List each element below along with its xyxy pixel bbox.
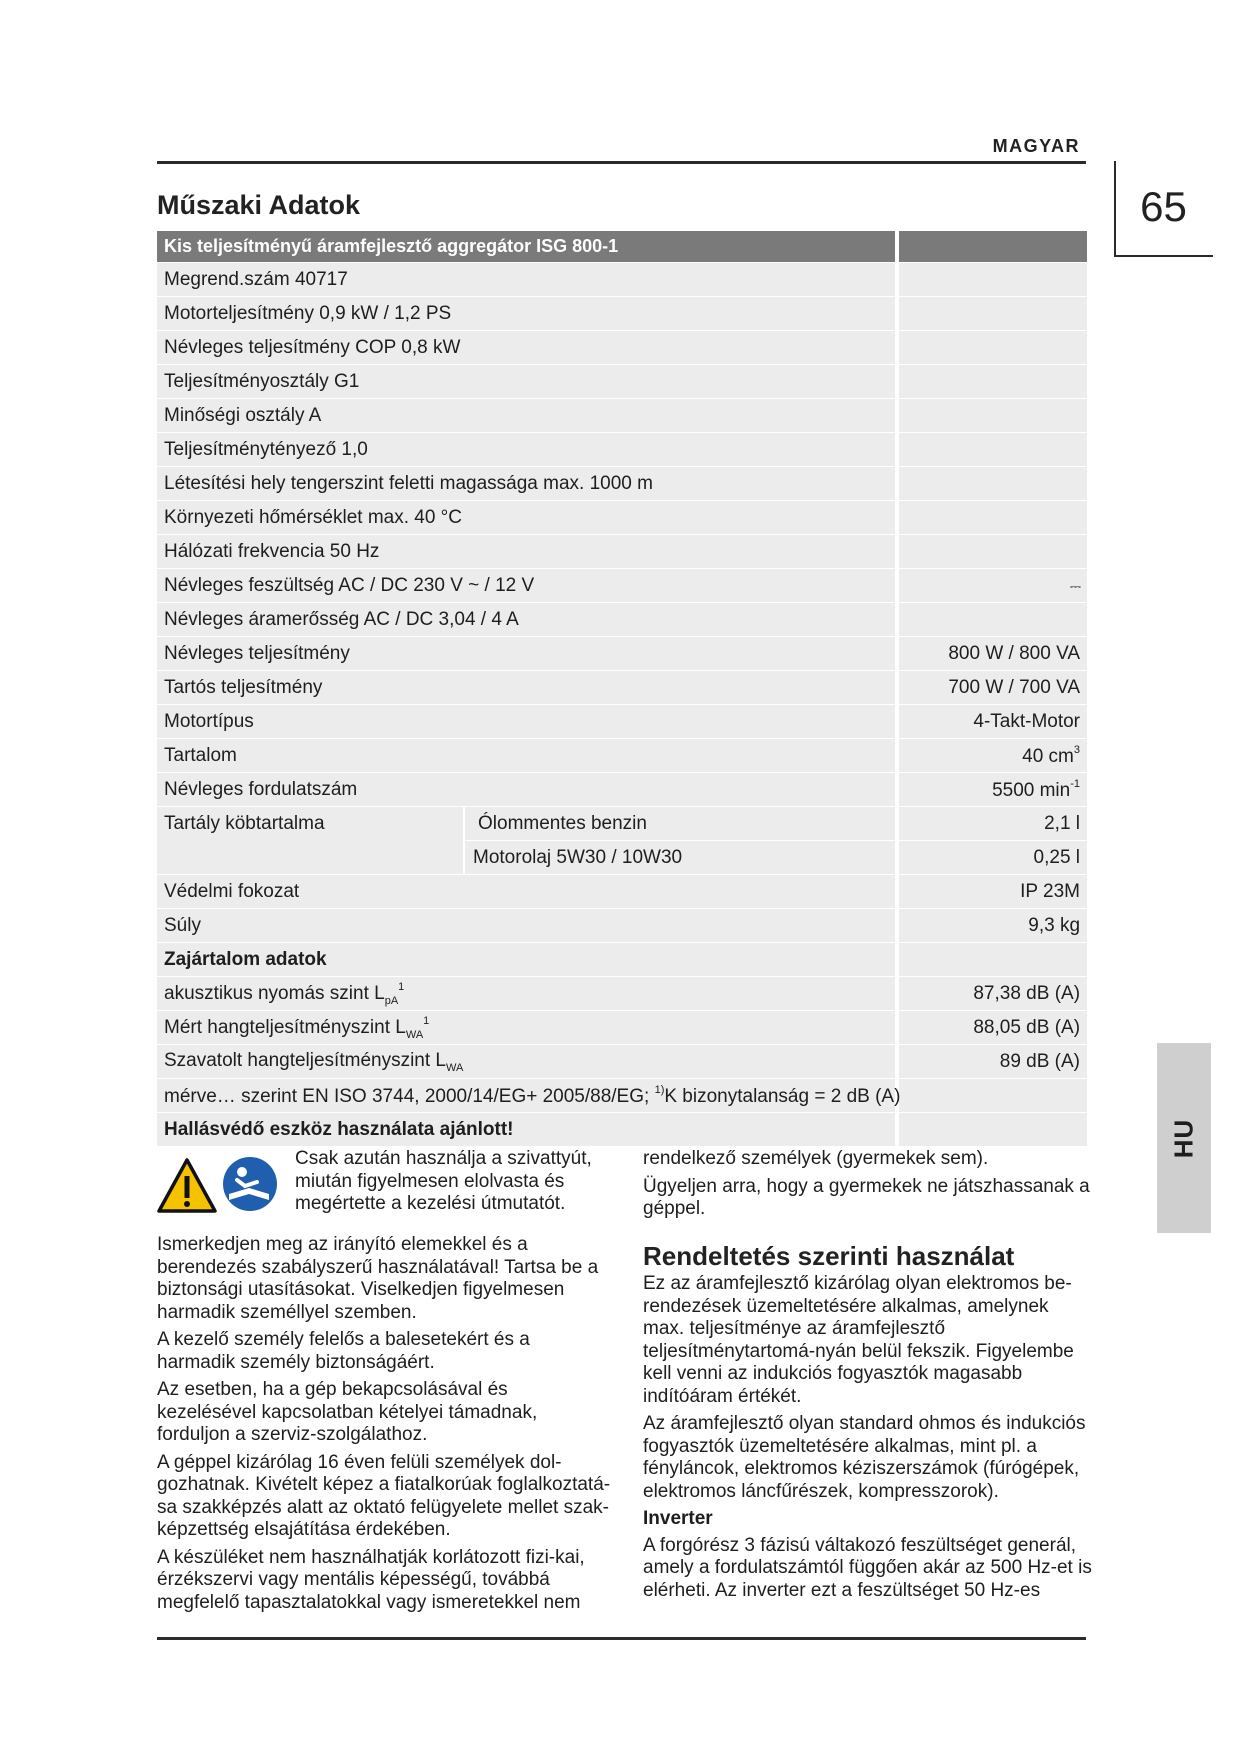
- table-row: [157, 909, 1087, 943]
- table-row: [157, 399, 1087, 433]
- language-label: MAGYAR: [992, 136, 1080, 156]
- fuel-value: 2,1 l: [895, 807, 1087, 841]
- side-tab-label: [1157, 1043, 1211, 1233]
- row-value: 89 dB (A): [895, 1045, 1087, 1079]
- row-value: [895, 501, 1087, 535]
- table-row: [157, 569, 1087, 603]
- row-label: Névleges fordulatszám: [157, 773, 895, 807]
- bottom-rule: [157, 1637, 1086, 1640]
- read-manual-icon: [223, 1157, 277, 1211]
- section-heading: Rendeltetés szerinti használat: [643, 1240, 1015, 1271]
- side-tab-text: HU: [1168, 1118, 1199, 1158]
- unit-superscript: 3: [1073, 743, 1081, 756]
- noise-heading: Zajártalom adatok: [157, 943, 895, 977]
- intro-text: Csak azután használja a szivattyút, miután figyelmesen elolvasta és megértette a kezelési útmutatót.: [295, 1148, 592, 1214]
- table-row: [157, 943, 1087, 977]
- row-label: Teljesítményosztály G1: [157, 365, 895, 399]
- spec-table-header: [157, 231, 1087, 263]
- fuel-label: Ólommentes benzin: [463, 807, 895, 841]
- table-row: [157, 1011, 1087, 1045]
- table-row: [157, 365, 1087, 399]
- spec-table: [157, 231, 1087, 1147]
- table-row: [157, 297, 1087, 331]
- table-row: [157, 637, 1087, 671]
- row-label: Motortípus: [157, 705, 895, 739]
- label-text: Szavatolt hangteljesítményszint L: [164, 1049, 446, 1071]
- page-number: 65: [1140, 183, 1187, 230]
- label-text: Mért hangteljesítményszint L: [164, 1016, 406, 1038]
- table-row: [157, 263, 1087, 297]
- table-row: [157, 977, 1087, 1011]
- table-row: [157, 705, 1087, 739]
- row-label: Névleges feszültség AC / DC 230 V ~ / 12 V: [157, 569, 895, 603]
- label-subscript: WA: [405, 1028, 424, 1041]
- dc-symbol-icon: [895, 569, 1087, 603]
- paragraph: rendelkező személyek (gyermekek sem).: [643, 1148, 989, 1169]
- intro-tail: Ismerkedjen meg az irányító elemekkel és a berendezés szabályszerű használatával! Tartsa be a biztonsági utasításokat. Viselkedjen figyelmesen harmadik személlyel szemben.: [157, 1234, 599, 1323]
- table-row: [157, 433, 1087, 467]
- row-value: [895, 297, 1087, 331]
- row-value: [895, 739, 1087, 773]
- paragraph: Ügyeljen arra, hogy a gyermekek ne játszhassanak a géppel.: [643, 1175, 1090, 1219]
- paragraph: A géppel kizárólag 16 éven felüli személyek dol-gozhatnak. Kivételt képez a fiatalkorúak foglalkoztatá-sa szakképzés alatt az oktató felügyelete mellet szak-képzettség elsajátítása érdekében.: [157, 1451, 611, 1540]
- spec-table-heading: Kis teljesítményű áramfejlesztő aggregátor ISG 800-1: [157, 231, 895, 263]
- label-text: akusztikus nyomás szint L: [164, 982, 385, 1004]
- row-value: IP 23M: [895, 875, 1087, 909]
- warning-and-manual-icons: [157, 1156, 287, 1216]
- row-value: [895, 399, 1087, 433]
- label-subscript: pA: [384, 994, 399, 1007]
- table-row: [157, 331, 1087, 365]
- page-title: Műszaki Adatok: [157, 190, 361, 220]
- right-column: [643, 1148, 1093, 1607]
- row-label: Környezeti hőmérséklet max. 40 °C: [157, 501, 895, 535]
- hearing-warning: Hallásvédő eszköz használata ajánlott!: [157, 1113, 895, 1147]
- language-side-tab: [1157, 1043, 1211, 1233]
- row-label: Súly: [157, 909, 895, 943]
- row-value: 800 W / 800 VA: [895, 637, 1087, 671]
- row-value: [895, 943, 1087, 977]
- row-label: Tartós teljesítmény: [157, 671, 895, 705]
- paragraph: Az áramfejlesztő olyan standard ohmos és indukciós fogyasztók üzemeltetésére alkalmas, mint pl. a fényláncok, elektromos kéziszerszámok (fúrógépek, elektromos láncfűrészek, kompresszorok).: [643, 1413, 1086, 1502]
- label-superscript: 1: [398, 980, 405, 993]
- left-column: [157, 1148, 612, 1619]
- row-label: Minőségi osztály A: [157, 399, 895, 433]
- row-value: 88,05 dB (A): [895, 1011, 1087, 1045]
- table-row: [157, 875, 1087, 909]
- dc-symbol: ⎓: [1069, 577, 1081, 594]
- measure-note: [157, 1079, 901, 1113]
- row-value: 87,38 dB (A): [895, 977, 1087, 1011]
- table-row: [157, 773, 1087, 807]
- row-value: [895, 331, 1087, 365]
- row-value: [895, 1113, 1087, 1147]
- label-superscript: 1: [423, 1014, 430, 1027]
- row-label: Névleges áramerősség AC / DC 3,04 / 4 A: [157, 603, 895, 637]
- paragraph: Ez az áramfejlesztő kizárólag olyan elektromos be-rendezések üzemeltetésére alkalmas, amelynek max. teljesítménye az áramfejlesztő teljesítménytartomá-nyán belül fekszik. Figyelembe kell venni az indukciós fogyasztók magasabb indítóáram értékét.: [643, 1273, 1074, 1407]
- row-label: Hálózati frekvencia 50 Hz: [157, 535, 895, 569]
- row-label: Létesítési hely tengerszint feletti magassága max. 1000 m: [157, 467, 895, 501]
- paragraph: A készüléket nem használhatják korlátozott fizi-kai, érzékszervi vagy mentális képességű, továbbá megfelelő tapasztalatokkal vagy ismeretekkel nem: [157, 1546, 585, 1613]
- row-value: [895, 433, 1087, 467]
- safety-icons: [157, 1156, 287, 1216]
- note-superscript: 1): [654, 1083, 665, 1096]
- table-row: [157, 1045, 1087, 1079]
- row-value: 9,3 kg: [895, 909, 1087, 943]
- paragraph: A forgórész 3 fázisú váltakozó feszültséget generál, amely a fordulatszámtól függően akár az 500 Hz-et is elérheti. Az inverter ezt a feszültséget 50 Hz-es: [643, 1534, 1092, 1601]
- row-label: Megrend.szám 40717: [157, 263, 895, 297]
- row-value: 4-Takt-Motor: [895, 705, 1087, 739]
- row-label: [157, 1011, 895, 1045]
- row-label: Védelmi fokozat: [157, 875, 895, 909]
- oil-value: 0,25 l: [895, 841, 1087, 875]
- row-label: Teljesítménytényező 1,0: [157, 433, 895, 467]
- warning-triangle-icon: [159, 1160, 215, 1211]
- table-row: [157, 807, 1087, 841]
- subheading: Inverter: [643, 1508, 713, 1529]
- table-row: [157, 1079, 1087, 1113]
- oil-label: Motorolaj 5W30 / 10W30: [463, 841, 895, 875]
- label-subscript: WA: [446, 1061, 464, 1074]
- table-row: [157, 671, 1087, 705]
- table-row: [157, 467, 1087, 501]
- row-label: [157, 1045, 895, 1079]
- value-text: 5500 min: [992, 779, 1071, 801]
- row-label: Névleges teljesítmény COP 0,8 kW: [157, 331, 895, 365]
- row-value: 700 W / 700 VA: [895, 671, 1087, 705]
- row-label: Tartalom: [157, 739, 895, 773]
- top-rule: [157, 161, 1086, 164]
- note-text: mérve… szerint EN ISO 3744, 2000/14/EG+ 2005/88/EG;: [164, 1085, 650, 1107]
- spec-table-heading-value: [895, 231, 1087, 263]
- table-row: [157, 1113, 1087, 1147]
- row-value: [895, 263, 1087, 297]
- row-label: [157, 977, 895, 1011]
- row-value: [895, 773, 1087, 807]
- table-row: [157, 501, 1087, 535]
- paragraph: A kezelő személy felelős a balesetekért és a harmadik személy biztonságáért.: [157, 1329, 530, 1373]
- row-label: Motorteljesítmény 0,9 kW / 1,2 PS: [157, 297, 895, 331]
- row-value: [895, 467, 1087, 501]
- row-value: [895, 365, 1087, 399]
- table-row: [157, 739, 1087, 773]
- row-value: [895, 1079, 1087, 1113]
- value-text: 40 cm: [1022, 745, 1074, 767]
- row-label: Névleges teljesítmény: [157, 637, 895, 671]
- row-value: [895, 603, 1087, 637]
- table-row: [157, 603, 1087, 637]
- row-value: [895, 535, 1087, 569]
- unit-superscript: -1: [1070, 777, 1081, 790]
- note-tail: K bizonytalanság = 2 dB (A): [664, 1085, 901, 1107]
- paragraph: Az esetben, ha a gép bekapcsolásával és kezelésével kapcsolatban kételyei támadnak, forduljon a szerviz-szolgálathoz.: [157, 1379, 538, 1445]
- tank-label: Tartály köbtartalma: [157, 807, 463, 875]
- table-row: [157, 535, 1087, 569]
